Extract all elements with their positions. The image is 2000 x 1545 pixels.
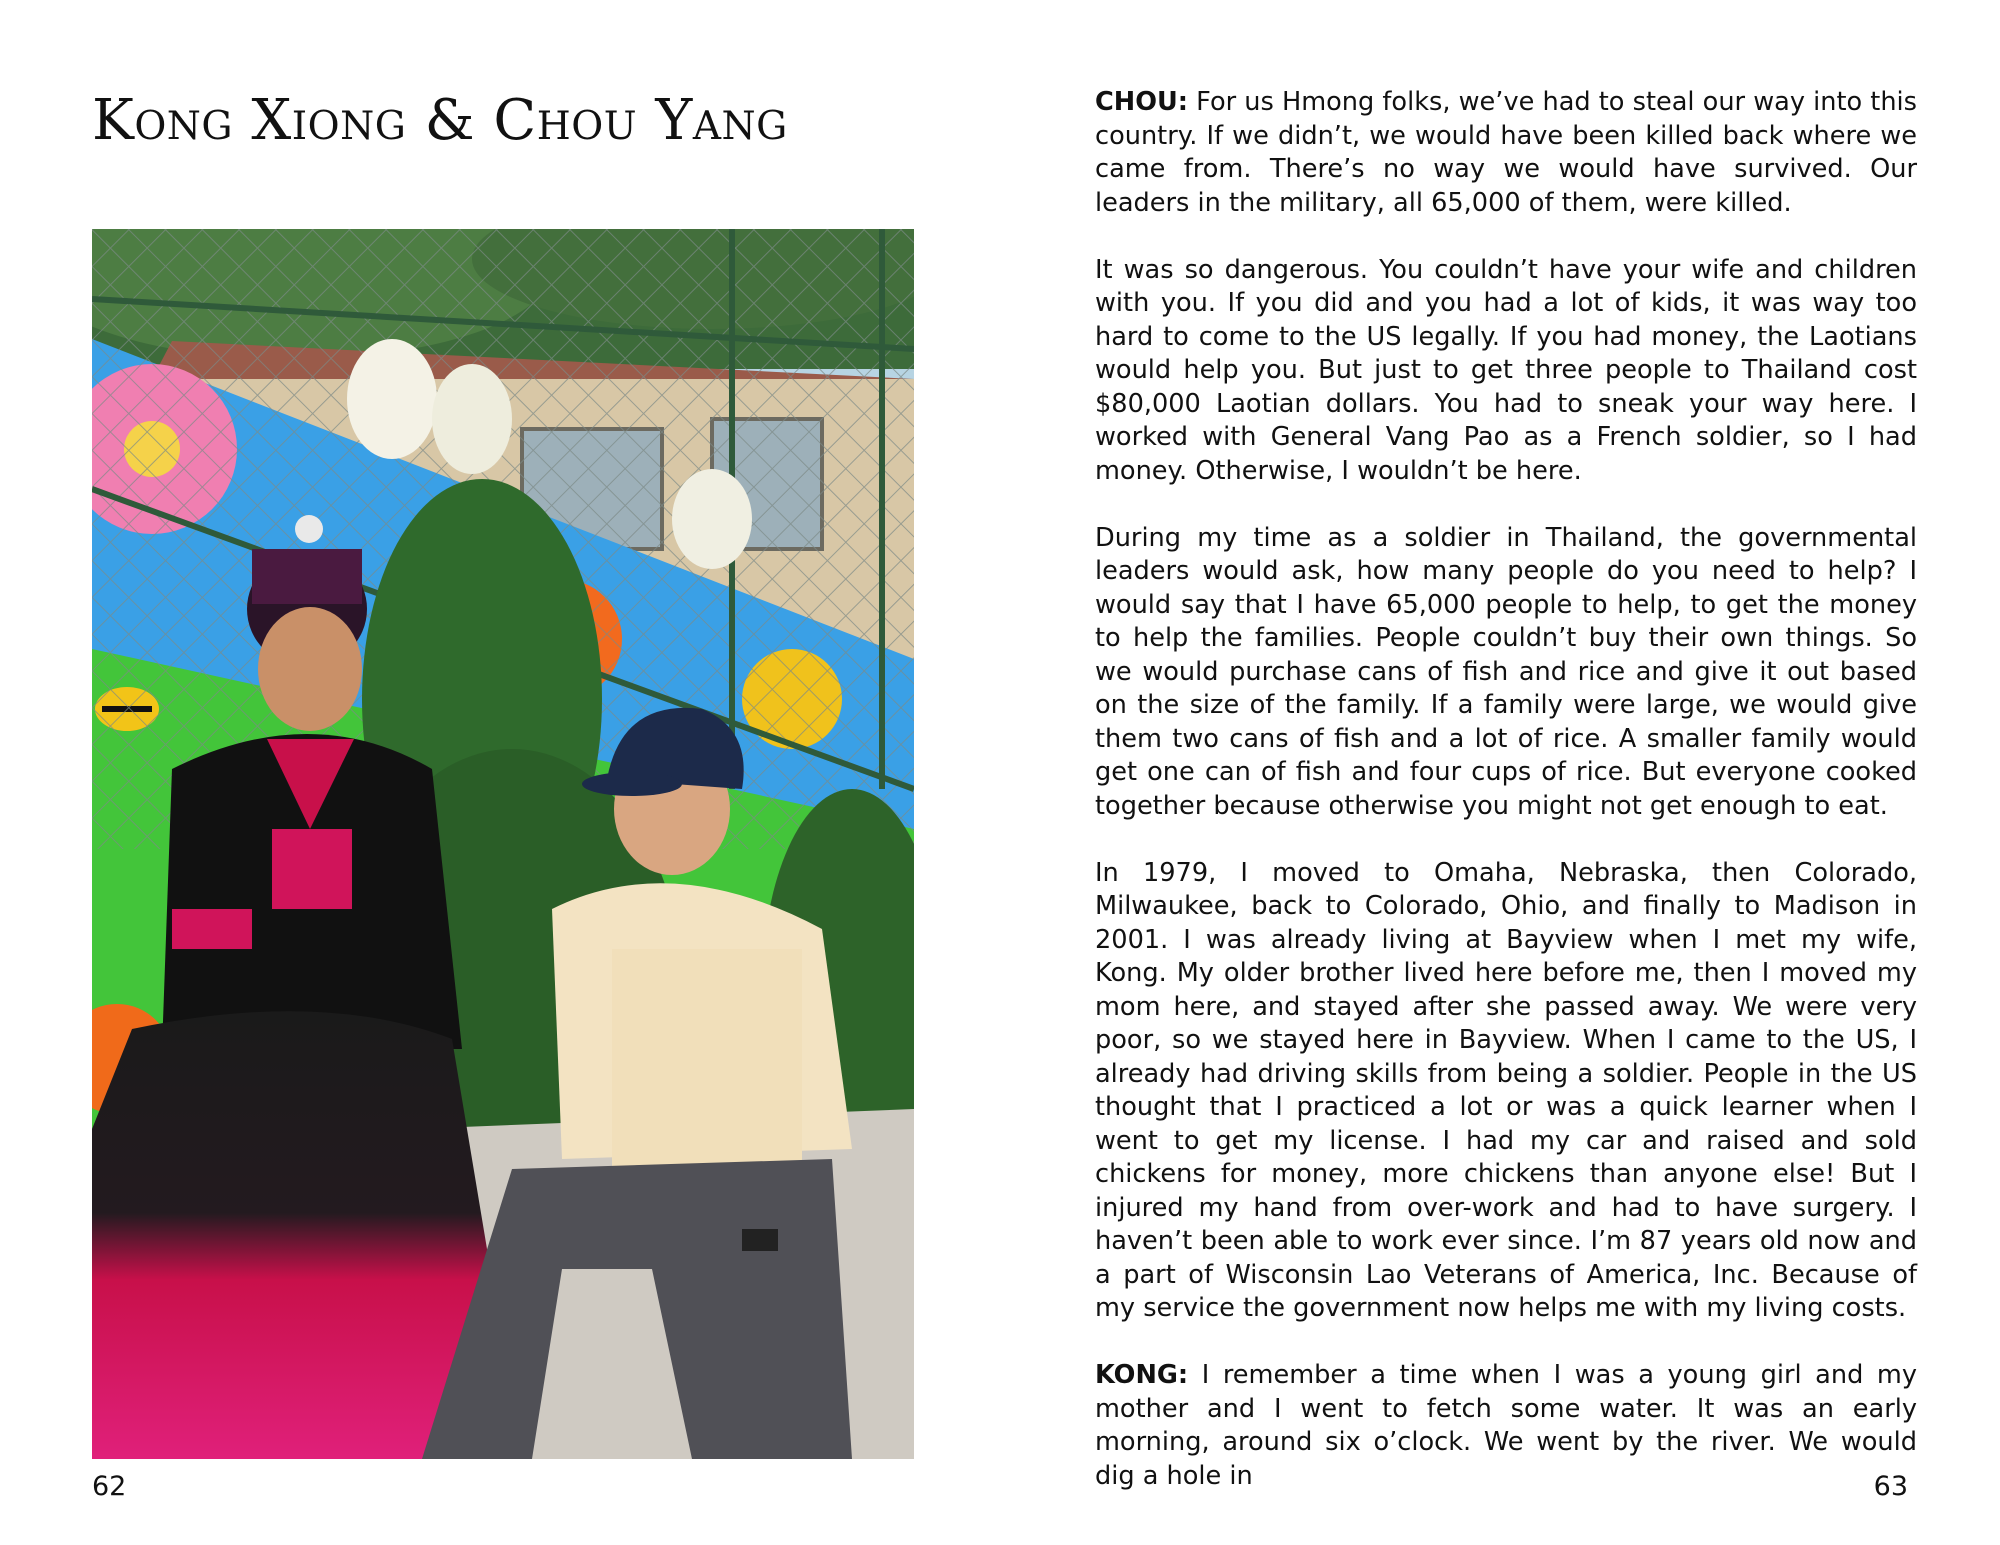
interview-text [1095,86,1917,1527]
speaker-label: CHOU: [1095,87,1188,117]
portrait-photo [92,229,914,1459]
paragraph [1095,857,1917,1326]
paragraph [1095,86,1917,220]
paragraph [1095,1359,1917,1493]
speaker-label: KONG: [1095,1360,1189,1390]
paragraph [1095,254,1917,489]
right-page [1000,0,2000,1545]
paragraph-text: During my time as a soldier in Thailand, the governmental leaders would ask, how many people do you need to help? I would say that I have 65,000 people to help, to get the money to help the families. People couldn’t buy their own things. So we would purchase cans of fish and rice and give it out based on the size of the family. If a family were large, we would give them two cans of fish and a lot of rice. A smaller family would get one can of fish and four cups of rice. But everyone cooked together because otherwise you might not get enough to eat. [1095,522,1917,821]
paragraph-text: It was so dangerous. You couldn’t have your wife and children with you. If you did and you had a lot of kids, it was way too hard to come to the US legally. If you had money, the Laotians would help you. But just to get three people to Thailand cost $80,000 Laotian dollars. You had to sneak your way here. I worked with General Vang Pao as a French soldier, so I had money. Otherwise, I wouldn’t be here. [1095,254,1917,486]
paragraph-text: I remember a time when I was a young girl and my mother and I went to fetch some water. It was an early morning, around six o’clock. We went by the river. We would dig a hole in [1095,1360,1917,1491]
paragraph [1095,522,1917,824]
paragraph-text: For us Hmong folks, we’ve had to steal our way into this country. If we didn’t, we would have been killed back where we came from. There’s no way we would have survived. Our leaders in the military, all 65,000 of them, were killed. [1095,87,1917,218]
page-title: Kong Xiong & Chou Yang [92,88,788,153]
portrait-illustration [92,229,914,1459]
paragraph-text: In 1979, I moved to Omaha, Nebraska, then Colorado, Milwaukee, back to Colorado, Ohio, and finally to Madison in 2001. I was already living at Bayview when I met my wife, Kong. My older brother lived here before me, then I moved my mom here, and stayed after she passed away. We were very poor, so we stayed here in Bayview. When I came to the US, I already had driving skills from being a soldier. People in the US thought that I practiced a lot or was a quick learner when I went to get my license. I had my car and raised and sold chickens for money, more chickens than anyone else! But I injured my hand from over-work and had to have surgery. I haven’t been able to work ever since. I’m 87 years old now and a part of Wisconsin Lao Veterans of America, Inc. Because of my service the government now helps me with my living costs. [1095,857,1917,1323]
page-number-right: 63 [1873,1471,1908,1502]
page-number-left: 62 [92,1471,127,1502]
